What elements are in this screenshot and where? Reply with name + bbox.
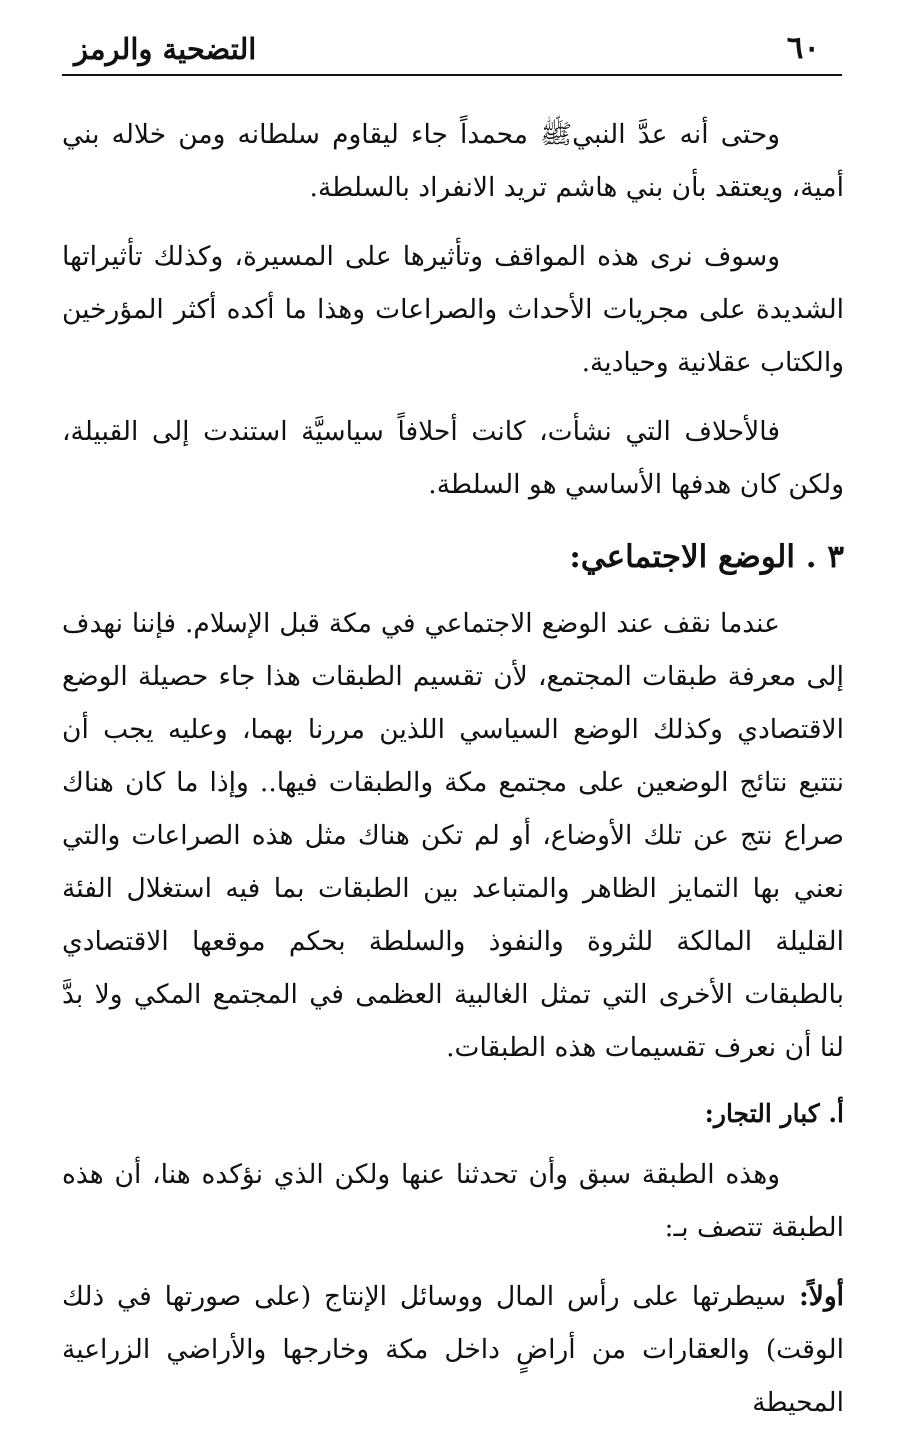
subsection-heading: أ. كبار التجار:	[704, 1099, 844, 1128]
header-divider	[62, 74, 842, 76]
page-header	[62, 26, 842, 76]
running-title: التضحية والرمز	[74, 32, 257, 66]
paragraph-1: وحتى أنه عدَّ النبيﷺ محمداً جاء ليقاوم سلطانه ومن خلاله بني أمية، ويعتقد بأن بني هاشم تريد الانفراد بالسلطة.	[62, 119, 844, 203]
first-point	[62, 1270, 844, 1429]
page-body	[62, 108, 844, 1445]
first-point-text: سيطرتها على رأس المال ووسائل الإنتاج (على صورتها في ذلك الوقت) والعقارات من أراضٍ داخل مكة وخارجها والأراضي الزراعية المحيطة	[62, 1281, 844, 1418]
page-number: ٦٠	[786, 30, 820, 66]
section-heading: ٣ . الوضع الاجتماعي:	[569, 539, 844, 575]
paragraph-3: فالأحلاف التي نشأت، كانت أحلافاً سياسيَّة استندت إلى القبيلة، ولكن كان هدفها الأساسي هو السلطة.	[62, 416, 844, 500]
paragraph-2: وسوف نرى هذه المواقف وتأثيرها على المسيرة، وكذلك تأثيراتها الشديدة على مجريات الأحداث والصراعات وهذا ما أكده أكثر المؤرخين والكتاب عقلانية وحيادية.	[62, 241, 844, 378]
first-point-label: أولاً:	[798, 1281, 844, 1312]
subsection-paragraph: وهذه الطبقة سبق وأن تحدثنا عنها ولكن الذي نؤكده هنا، أن هذه الطبقة تتصف بـ:	[62, 1159, 844, 1243]
section-paragraph: عندما نقف عند الوضع الاجتماعي في مكة قبل الإسلام. فإننا نهدف إلى معرفة طبقات المجتمع، لأن تقسيم الطبقات هذا جاء حصيلة الوضع الاقتصادي وكذلك الوضع السياسي اللذين مررنا بهما، وعليه يجب أن نتتبع نتائج الوضعين على مجتمع مكة والطبقات فيها.. وإذا ما كان هناك صراع نتج عن تلك الأوضاع، أو لم تكن هناك مثل هذه الصراعات والتي نعني بها التمايز الظاهر والمتباعد بين الطبقات بما فيه استغلال الفئة القليلة المالكة للثروة والنفوذ والسلطة بحكم موقعها الاقتصادي بالطبقات الأخرى التي تمثل الغالبية العظمى في المجتمع المكي ولا بدَّ لنا أن نعرف تقسيمات هذه الطبقات.	[62, 608, 844, 1063]
